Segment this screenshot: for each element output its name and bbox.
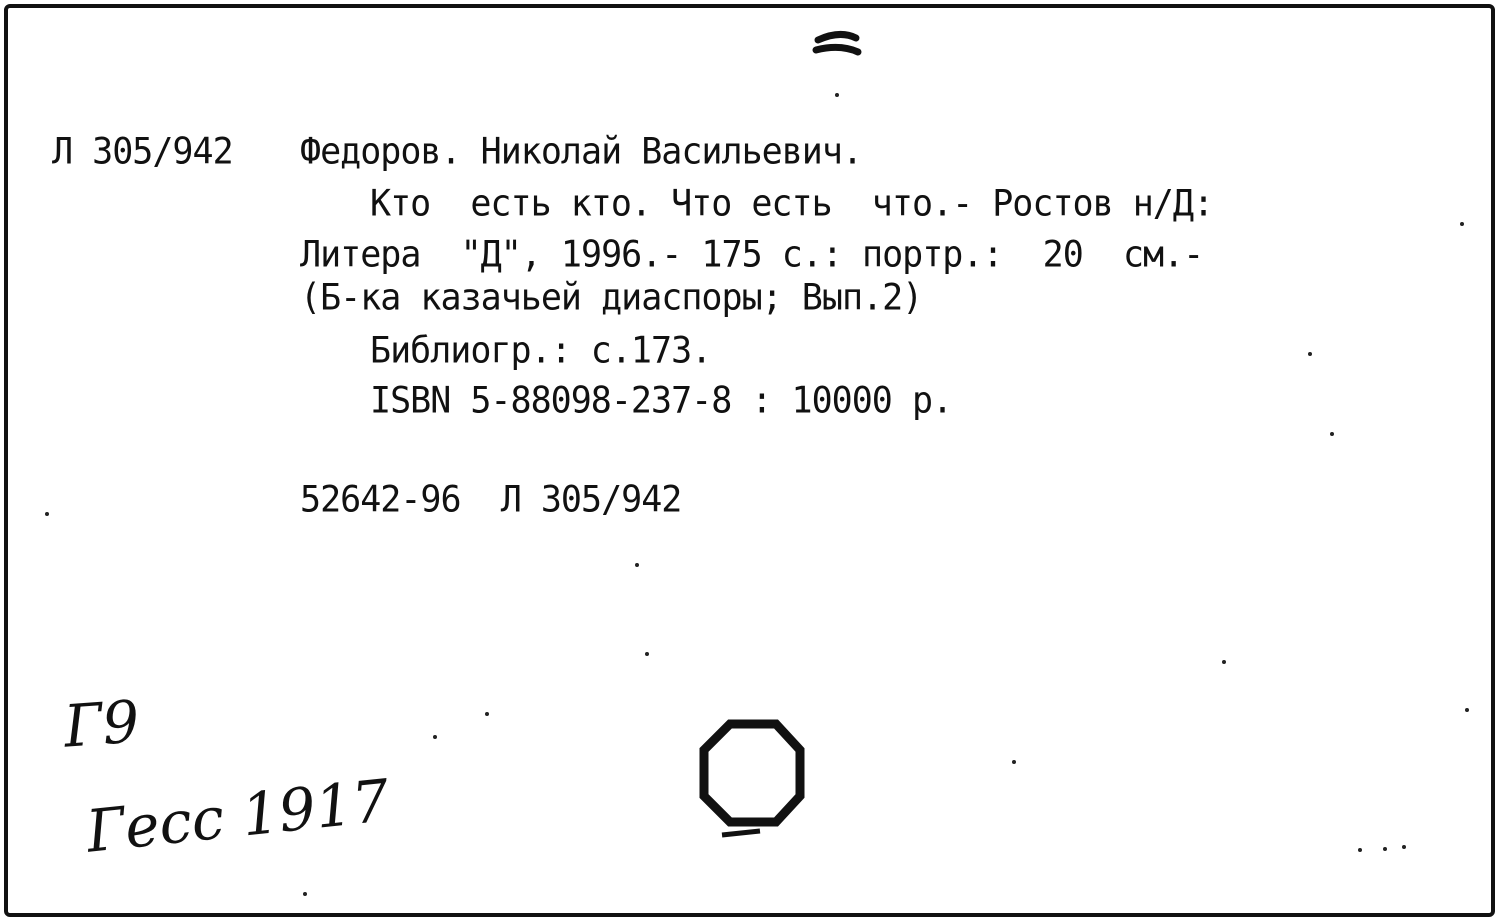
dust-speck [1222, 660, 1226, 664]
title-line: Кто есть кто. Что есть что.- Ростов н/Д: [370, 182, 1214, 225]
handwritten-shelf-mark: Г9 [61, 687, 142, 761]
dust-speck [1012, 760, 1016, 764]
top-punch-mark [816, 34, 858, 52]
dust-speck [835, 93, 839, 97]
publisher-line: Литера "Д", 1996.- 175 с.: портр.: 20 см.- [300, 233, 1204, 276]
call-number: Л 305/942 [52, 130, 233, 173]
dust-speck [645, 652, 649, 656]
isbn-line: ISBN 5-88098-237-8 : 10000 р. [370, 379, 953, 422]
dust-speck [1402, 845, 1406, 849]
dust-speck [45, 512, 49, 516]
dust-speck [1460, 222, 1464, 226]
accession-line: 52642-96 Л 305/942 [300, 478, 682, 521]
punch-hole-icon [704, 724, 800, 822]
dust-speck [1465, 708, 1469, 712]
bibliography-note: Библиогр.: с.173. [370, 329, 712, 372]
dust-speck [1330, 432, 1334, 436]
dust-speck [1308, 352, 1312, 356]
punch-hole-tail [722, 831, 760, 835]
handwritten-note: Гесс 1917 [83, 766, 393, 866]
author-heading: Федоров. Николай Васильевич. [300, 130, 863, 173]
series-line: (Б-ка казачьей диаспоры; Вып.2) [300, 276, 923, 319]
dust-speck [485, 712, 489, 716]
dust-speck [433, 735, 437, 739]
dust-speck [635, 563, 639, 567]
dust-speck [303, 892, 307, 896]
dust-speck [1358, 848, 1362, 852]
dust-speck [1383, 847, 1387, 851]
